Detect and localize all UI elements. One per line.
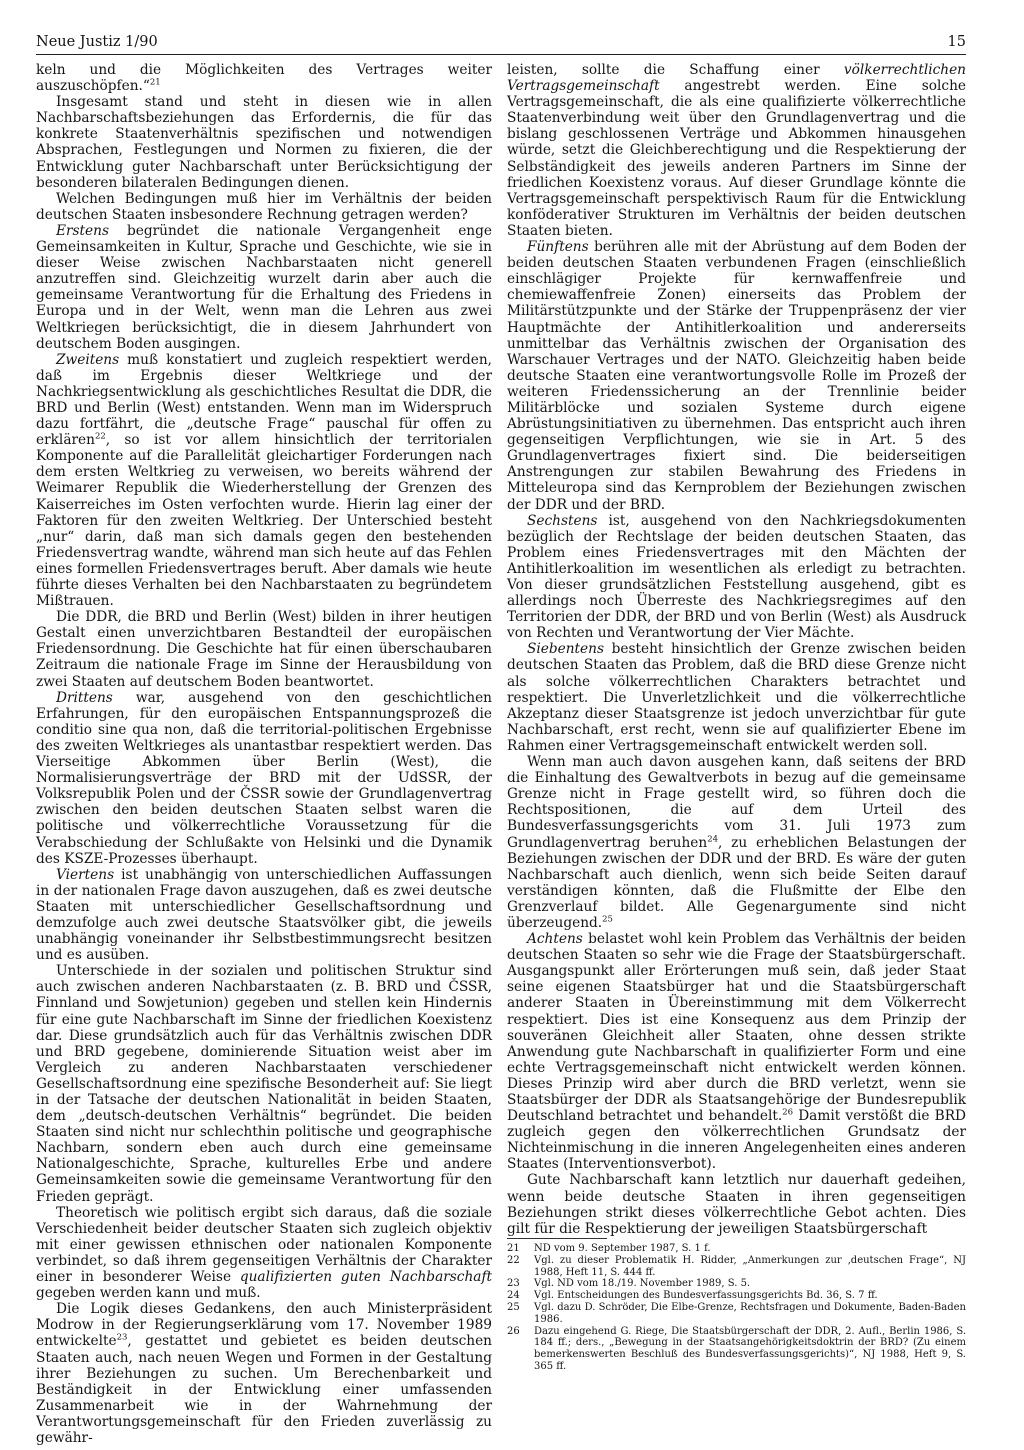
- footnote: [507, 1243, 966, 1255]
- page-header: [36, 34, 966, 56]
- paragraph: Welchen Bedingungen muß hier im Verhältnis der beiden deutschen Staaten insbesondere Rechnung getragen werden?: [36, 190, 492, 223]
- paragraph: Zweitens muß konstatiert und zugleich respektiert werden, daß im Ergebnis dieser Weltkriege und der Nachkriegsentwicklung als geschichtliches Resultat die DDR, die BRD und Berlin (West) entstanden. Wenn man im Widerspruch dazu fortfährt, die „deutsche Frage“ pauschal für offen zu erklären$^{22}$, so ist vor allem hinsichtlich der territorialen Komponente auf die Parallelität gleichartiger Forderungen nach dem ersten Weltkrieg zu verweisen, wo bereits während der Weimarer Republik die Wiederherstellung der Grenzen des Kaiserreiches im Osten verfochten wurde. Hierin lag einer der Faktoren für den zweiten Weltkrieg. Der Unterschied besteht „nur“ darin, daß man sich damals gegen den bestehenden Friedensvertrag wandte, während man sich heute auf das Fehlen eines formellen Friedensvertrages beruft. Aber damals wie heute führte dieses Verhalten bei den Nachbarstaaten zu begründetem Mißtrauen.: [36, 351, 492, 610]
- footnote-text: Vgl. zu dieser Problematik H. Ridder, „Anmerkungen zur ‚deutschen Frage“, NJ 1988, Heft 11, S. 444 ff.: [534, 1254, 966, 1278]
- paragraph: Siebentens besteht hinsichtlich der Grenze zwischen beiden deutschen Staaten das Problem, daß die BRD diese Grenze nicht als solche völkerrechtlichen Charakters betrachtet und respektiert. Die Unverletzlichkeit und die völkerrechtliche Akzeptanz dieser Staatsgrenze ist jedoch unverzichtbar für gute Nachbarschaft, erst recht, wenn sie auf qualifizierter Ebene im Rahmen einer Vertragsgemeinschaft entwickelt werden soll.: [507, 641, 966, 754]
- header-rule: [36, 54, 966, 55]
- footnote-number: 24: [507, 1290, 520, 1302]
- paragraph: Die Logik dieses Gedankens, den auch Ministerpräsident Modrow in der Regierungserklärung vom 17. November 1989 entwickelte$^{23}$, gestattet und gebietet es beiden deutschen Staaten auch, nach neuen Wegen und Formen in der Gestaltung ihrer Beziehungen zu suchen. Um Berechenbarkeit und Beständigkeit in der Entwicklung einer umfassenden Zusammenarbeit wie in der Wahrnehmung der Verantwortungsgemeinschaft für den Frieden zuverlässig zu gewähr-: [36, 1301, 492, 1446]
- footnote-text: Vgl. dazu D. Schröder, Die Elbe-Grenze, Rechtsfragen und Dokumente, Baden-Baden 1986.: [534, 1301, 966, 1325]
- left-column: [36, 62, 492, 1446]
- footnote: [507, 1302, 966, 1326]
- footnote: [507, 1255, 966, 1279]
- paragraph: Achtens belastet wohl kein Problem das Verhältnis der beiden deutschen Staaten so sehr wie die Frage der Staatsbürgerschaft. Ausgangspunkt aller Erörterungen muß sein, daß jeder Staat seine eigenen Staatsbürger hat und die Staatsbürgerschaft anderer Staaten in Übereinstimmung mit dem Völkerrecht respektiert. Dies ist eine Konsequenz aus dem Prinzip der souveränen Gleichheit aller Staaten, ohne dessen strikte Anwendung gute Nachbarschaft in qualifizierter Form und eine echte Vertragsgemeinschaft nicht entwickelt werden können. Dieses Prinzip wird aber durch die BRD verletzt, wenn sie Staatsbürger der DDR als Staatsangehörige der Bundesrepublik Deutschland betrachtet und behandelt.$^{26}$ Damit verstößt die BRD zugleich gegen den völkerrechtlichen Grundsatz der Nichteinmischung in die inneren Angelegenheiten eines anderen Staates (Interventionsverbot).: [507, 931, 966, 1173]
- footnote-text: Vgl. ND vom 18./19. November 1989, S. 5.: [534, 1278, 751, 1290]
- right-column: [507, 62, 966, 1237]
- paragraph: Viertens ist unabhängig von unterschiedlichen Auffassungen in der nationalen Frage davon auszugehen, daß es zwei deutsche Staaten mit unterschiedlicher Gesellschaftsordnung und demzufolge auch zwei deutsche Staatsvölker gibt, die jeweils unabhängig voneinander ihr Selbstbestimmungsrecht besitzen und es ausüben.: [36, 866, 492, 964]
- paragraph: Erstens begründet die nationale Vergangenheit enge Gemeinsamkeiten in Kultur, Sprache und Geschichte, wie sie in dieser Weise zwischen Nachbarstaaten nicht generell anzutreffen sind. Gleichzeitig wurzelt darin aber auch die gemeinsame Verantwortung für die Erhaltung des Friedens in Europa und in der Welt, wenn man die Lehren aus zwei Weltkriegen berücksichtigt, die in diesem Jahrhundert von deutschem Boden ausgingen.: [36, 222, 492, 352]
- footnote: [507, 1290, 966, 1302]
- paragraph: Wenn man auch davon ausgehen kann, daß seitens der BRD die Einhaltung des Gewaltverbots in bezug auf die gemeinsame Grenze nicht in Frage gestellt wird, so führen doch die Rechtspositionen, die auf dem Urteil des Bundesverfassungsgerichts vom 31. Juli 1973 zum Grundlagenvertrag beruhen$^{24}$, zu erheblichen Belastungen der Beziehungen zwischen der DDR und der BRD. Es wäre der guten Nachbarschaft auch dienlich, wenn sich beide Seiten darauf verständigen könnten, daß die Flußmitte der Elbe den Grenzverlauf bildet. Alle Gegenargumente sind nicht überzeugend.$^{25}$: [507, 754, 966, 931]
- footnote-number: 26: [507, 1325, 520, 1337]
- paragraph: Gute Nachbarschaft kann letztlich nur dauerhaft gedeihen, wenn beide deutsche Staaten in ihren gegenseitigen Beziehungen strikt dieses völkerrechtliche Gebot achten. Dies gilt für die Respektierung der jeweiligen Staatsbürgerschaft: [507, 1172, 966, 1237]
- paragraph: Unterschiede in der sozialen und politischen Struktur sind auch zwischen anderen Nachbarstaaten (z. B. BRD und ČSSR, Finnland und Sowjetunion) gegeben und stellen kein Hindernis für eine gute Nachbarschaft im Sinne der friedlichen Koexistenz dar. Diese grundsätzlich auch für das Verhältnis zwischen DDR und BRD gegebene, dominierende Situation weist aber im Vergleich zu anderen Nachbarstaaten verschiedener Gesellschaftsordnung eine spezifische Besonderheit auf: Sie liegt in der Tatsache der deutschen Nationalität in beiden Staaten, dem „deutsch-deutschen Verhältnis“ begründet. Die beiden Staaten sind nicht nur schlechthin politische und geographische Nachbarn, sondern eben auch durch eine gemeinsame Nationalgeschichte, Sprache, kulturelles Erbe und andere Gemeinsamkeiten sowie die gemeinsame Verantwortung für den Frieden geprägt.: [36, 963, 492, 1205]
- paragraph: Sechstens ist, ausgehend von den Nachkriegsdokumenten bezüglich der Rechtslage der beiden deutschen Staaten, das Problem eines Friedensvertrages mit den Mächten der Antihitlerkoalition im wesentlichen als erledigt zu betrachten. Von dieser grundsätzlichen Feststellung ausgehend, gibt es allerdings noch Überreste des Nachkriegsregimes auf den Territorien der DDR, der BRD und von Berlin (West) als Ausdruck von Rechten und Verantwortung der Vier Mächte.: [507, 512, 966, 642]
- footnote-number: 23: [507, 1278, 520, 1290]
- footnote: [507, 1278, 966, 1290]
- paragraph: Drittens war, ausgehend von den geschichtlichen Erfahrungen, für den europäischen Entspannungsprozeß die conditio sine qua non, daß die territorial-politischen Ergebnisse des zweiten Weltkrieges als unantastbar respektiert werden. Das Vierseitige Abkommen über Berlin (West), die Normalisierungsverträge der BRD mit der UdSSR, der Volksrepublik Polen und der ČSSR sowie der Grundlagenvertrag zwischen den beiden deutschen Staaten selbst waren die politische und völkerrechtliche Voraussetzung für die Verabschiedung der Schlußakte von Helsinki und die Dynamik des KSZE-Prozesses überhaupt.: [36, 689, 492, 867]
- paragraph: keln und die Möglichkeiten des Vertrages weiter auszuschöpfen.“$^{21}$: [36, 62, 492, 95]
- paragraph: Fünftens berühren alle mit der Abrüstung auf dem Boden der beiden deutschen Staaten verbundenen Fragen (einschließlich einschlägiger Projekte für kernwaffenfreie und chemiewaffenfreie Zonen) einerseits das Problem der Militärstützpunkte und der Stärke der Truppenpräsenz der vier Hauptmächte der Antihitlerkoalition und andererseits unmittelbar das Verhältnis zwischen der Organisation des Warschauer Vertrages und der NATO. Gleichzeitig haben beide deutsche Staaten eine verantwortungsvolle Rolle im Prozeß der weiteren Friedenssicherung an der Trennlinie beider Militärblöcke und sozialen Systeme durch eigene Abrüstungsinitiativen zu übernehmen. Das entspricht auch ihren gegenseitigen Verpflichtungen, wie sie in Art. 5 des Grundlagenvertrages fixiert sind. Die beiderseitigen Anstrengungen zur stabilen Bewahrung des Friedens in Mitteleuropa sind das Kernproblem der Beziehungen zwischen der DDR und der BRD.: [507, 239, 966, 513]
- footnote-number: 22: [507, 1254, 520, 1266]
- page-number: 15: [947, 34, 966, 50]
- footnote-number: 25: [507, 1301, 520, 1313]
- footnote-rule: [507, 1238, 607, 1239]
- paragraph: Insgesamt stand und steht in diesen wie in allen Nachbarschaftsbeziehungen das Erfordernis, die für das konkrete Staatenverhältnis spezifischen und notwendigen Absprachen, Festlegungen und Normen zu fixieren, die der Entwicklung guter Nachbarschaft unter Berücksichtigung der besonderen bilateralen Bedingungen dienen.: [36, 94, 492, 191]
- footnotes: [507, 1243, 966, 1373]
- footnote-text: Dazu eingehend G. Riege, Die Staatsbürgerschaft der DDR, 2. Aufl., Berlin 1986, S. 184 ff.; ders., „Bewegung in der Staatsangehörigkeitsdoktrin der BRD? (Zu einem bemerkenswerten Beschluß des Bundesverfassungsgerichts)“, NJ 1988, Heft 9, S. 365 ff.: [534, 1325, 966, 1372]
- paragraph: Theoretisch wie politisch ergibt sich daraus, daß die soziale Verschiedenheit beider deutscher Staaten sich zugleich objektiv mit einer gewissen ethnischen oder nationalen Komponente verbindet, so daß ihrem gegenseitigen Verhältnis der Charakter einer in besonderer Weise qualifizierten guten Nachbarschaft gegeben werden kann und muß.: [36, 1204, 493, 1302]
- footnote-text: Vgl. Entscheidungen des Bundesverfassungsgerichts Bd. 36, S. 7 ff.: [534, 1290, 878, 1302]
- journal-title: Neue Justiz 1/90: [36, 34, 158, 50]
- paragraph: Die DDR, die BRD und Berlin (West) bilden in ihrer heutigen Gestalt einen unverzichtbaren Bestandteil der europäischen Friedensordnung. Die Geschichte hat für einen überschaubaren Zeitraum die nationale Frage im Sinne der Herausbildung von zwei Staaten auf deutschem Boden beantwortet.: [36, 609, 492, 690]
- footnote: [507, 1326, 966, 1373]
- footnote-text: ND vom 9. September 1987, S. 1 f.: [534, 1243, 711, 1254]
- footnote-number: 21: [507, 1243, 520, 1254]
- paragraph: leisten, sollte die Schaffung einer völkerrechtlichen Vertragsgemeinschaft angestrebt werden. Eine solche Vertragsgemeinschaft, die als eine qualifizierte völkerrechtliche Staatenverbindung weit über den Grundlagenvertrag und die bislang geschlossenen Verträge und Abkommen hinausgehen würde, setzt die Gleichberechtigung und die Respektierung der Selbständigkeit des jeweils anderen Partners im Sinne der friedlichen Koexistenz voraus. Auf dieser Grundlage könnte die Vertragsgemeinschaft perspektivisch Raum für die Entwicklung konföderativer Strukturen im Verhältnis der beiden deutschen Staaten bieten.: [507, 62, 966, 239]
